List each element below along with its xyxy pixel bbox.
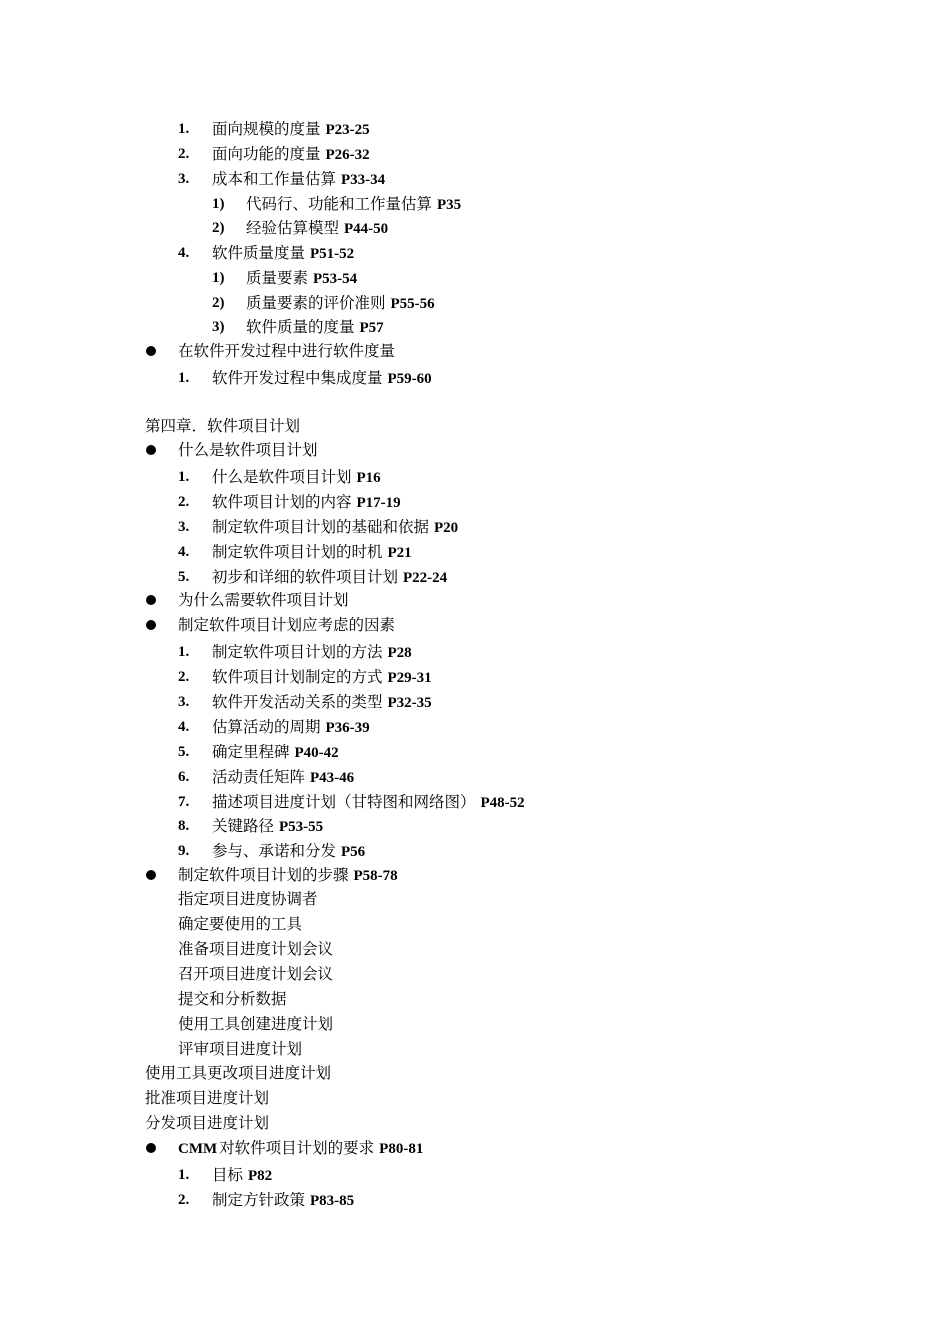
item-text-group xyxy=(178,914,302,934)
item-text: 制定方针政策 xyxy=(212,1191,306,1209)
item-text-group xyxy=(212,667,432,688)
item-text-group xyxy=(178,1138,423,1159)
item-text-group xyxy=(178,1014,333,1034)
item-text: 描述项目进度计划（甘特图和网络图） xyxy=(212,793,476,811)
item-text-group xyxy=(212,1165,272,1186)
item-text-group xyxy=(145,1063,331,1083)
item-text: 面向功能的度量 xyxy=(212,145,321,163)
item-text: 制定软件项目计划的步骤 xyxy=(178,866,349,884)
item-number: 1. xyxy=(178,469,190,485)
item-text-group xyxy=(212,542,412,563)
item-number: 2. xyxy=(178,669,190,685)
item-number: 1. xyxy=(178,644,190,660)
page-ref: P23-25 xyxy=(325,122,370,138)
item-text: 使用工具更改项目进度计划 xyxy=(145,1064,332,1082)
item-number: 2. xyxy=(178,1192,190,1208)
item-text: 指定项目进度协调者 xyxy=(178,890,318,908)
page-ref: P22-24 xyxy=(403,570,448,586)
item-text: 活动责任矩阵 xyxy=(212,768,306,786)
item-text: 第四章．软件项目计划 xyxy=(145,417,301,435)
item-text-group xyxy=(178,590,349,610)
page-ref: P21 xyxy=(387,545,412,561)
item-number: 5. xyxy=(178,569,190,585)
item-text: 软件项目计划的内容 xyxy=(212,493,352,511)
item-number: 6. xyxy=(178,769,190,785)
item-number: 5. xyxy=(178,744,190,760)
item-text: 软件项目计划制定的方式 xyxy=(212,668,383,686)
item-text-group xyxy=(246,194,461,215)
page-ref: P56 xyxy=(341,844,366,860)
page-ref: P16 xyxy=(356,470,381,486)
item-text: 为什么需要软件项目计划 xyxy=(178,591,349,609)
page-ref: P44-50 xyxy=(344,221,389,237)
item-number: 1. xyxy=(178,1167,190,1183)
item-number: 4. xyxy=(178,719,190,735)
item-text-group xyxy=(212,1190,354,1211)
page-ref: P33-34 xyxy=(341,172,386,188)
bullet-icon xyxy=(146,445,156,455)
item-text: 质量要素的评价准则 xyxy=(246,294,386,312)
bullet-icon xyxy=(146,620,156,630)
item-text: 软件质量的度量 xyxy=(246,318,355,336)
item-text: 制定软件项目计划的方法 xyxy=(212,643,383,661)
item-text-group xyxy=(178,964,333,984)
item-text-group xyxy=(212,642,412,663)
item-text-group xyxy=(212,169,385,190)
item-text-group xyxy=(212,742,339,763)
page-ref: P35 xyxy=(437,197,462,213)
item-number: 7. xyxy=(178,794,190,810)
bullet-icon xyxy=(146,346,156,356)
item-number: 4. xyxy=(178,544,190,560)
item-text: 确定里程碑 xyxy=(212,743,290,761)
item-text-group xyxy=(246,218,388,239)
item-text-group xyxy=(178,1039,302,1059)
page-ref: P36-39 xyxy=(325,720,370,736)
item-text: 质量要素 xyxy=(246,269,309,287)
item-text-group xyxy=(145,1088,269,1108)
item-number: 1. xyxy=(178,121,190,137)
item-text: 召开项目进度计划会议 xyxy=(178,965,334,983)
item-text: 制定软件项目计划的基础和依据 xyxy=(212,518,430,536)
page-ref: P26-32 xyxy=(325,147,370,163)
item-text: 代码行、功能和工作量估算 xyxy=(246,195,433,213)
item-text-group xyxy=(212,517,458,538)
page-ref: P32-35 xyxy=(387,695,432,711)
page-ref: P82 xyxy=(248,1168,273,1184)
item-text-group xyxy=(178,341,395,361)
item-text: 什么是软件项目计划 xyxy=(212,468,352,486)
item-text-group xyxy=(178,865,398,886)
item-text: 确定要使用的工具 xyxy=(178,915,303,933)
item-text: 什么是软件项目计划 xyxy=(178,441,318,459)
item-text: 软件开发活动关系的类型 xyxy=(212,693,383,711)
page-ref: P83-85 xyxy=(310,1193,355,1209)
page-ref: P58-78 xyxy=(353,868,398,884)
item-number: 3. xyxy=(178,694,190,710)
item-text: 使用工具创建进度计划 xyxy=(178,1015,334,1033)
page-ref: P40-42 xyxy=(294,745,339,761)
item-text-group xyxy=(212,692,432,713)
item-text-group xyxy=(246,293,435,314)
item-number: 1) xyxy=(212,270,225,286)
item-text-group xyxy=(246,317,384,338)
page-ref: P17-19 xyxy=(356,495,401,511)
item-text: 经验估算模型 xyxy=(246,219,340,237)
page-ref: P29-31 xyxy=(387,670,432,686)
item-text-group xyxy=(178,889,318,909)
item-text-group xyxy=(212,841,365,862)
item-text: 评审项目进度计划 xyxy=(178,1040,303,1058)
item-text-group xyxy=(212,243,354,264)
item-lead: CMM xyxy=(178,1141,218,1157)
item-text: 分发项目进度计划 xyxy=(145,1114,270,1132)
item-text-group xyxy=(212,792,525,813)
item-text: 目标 xyxy=(212,1166,244,1184)
item-text: 制定软件项目计划应考虑的因素 xyxy=(178,616,396,634)
item-number: 9. xyxy=(178,843,190,859)
item-text: 参与、承诺和分发 xyxy=(212,842,337,860)
page-ref: P53-55 xyxy=(279,819,324,835)
item-number: 4. xyxy=(178,245,190,261)
item-text: 提交和分析数据 xyxy=(178,990,287,1008)
item-text: 初步和详细的软件项目计划 xyxy=(212,568,399,586)
bullet-icon xyxy=(146,870,156,880)
item-text-group xyxy=(212,467,381,488)
bullet-icon xyxy=(146,1143,156,1153)
item-text: 批准项目进度计划 xyxy=(145,1089,270,1107)
item-text: 关键路径 xyxy=(212,817,275,835)
item-text-group xyxy=(212,368,432,389)
item-text-group xyxy=(212,567,447,588)
item-text-group xyxy=(212,144,370,165)
item-text: 准备项目进度计划会议 xyxy=(178,940,334,958)
item-text-group xyxy=(178,615,395,635)
item-text: 在软件开发过程中进行软件度量 xyxy=(178,342,396,360)
item-number: 3. xyxy=(178,171,190,187)
item-text-group xyxy=(178,989,287,1009)
item-text: 面向规模的度量 xyxy=(212,120,321,138)
page-ref: P28 xyxy=(387,645,412,661)
item-text-group xyxy=(212,816,323,837)
item-text: 成本和工作量估算 xyxy=(212,170,337,188)
item-text-group xyxy=(145,416,300,436)
item-number: 8. xyxy=(178,818,190,834)
page-ref: P53-54 xyxy=(313,271,358,287)
item-text: 制定软件项目计划的时机 xyxy=(212,543,383,561)
item-number: 2) xyxy=(212,295,225,311)
page-ref: P43-46 xyxy=(310,770,355,786)
page-ref: P59-60 xyxy=(387,371,432,387)
item-number: 1. xyxy=(178,370,190,386)
page-ref: P80-81 xyxy=(379,1141,424,1157)
item-text-group xyxy=(178,440,318,460)
bullet-icon xyxy=(146,595,156,605)
item-text-group xyxy=(246,268,357,289)
item-number: 2) xyxy=(212,220,225,236)
item-text-group xyxy=(178,939,333,959)
page-ref: P20 xyxy=(434,520,459,536)
page-ref: P55-56 xyxy=(390,296,435,312)
item-text: 估算活动的周期 xyxy=(212,718,321,736)
page-ref: P51-52 xyxy=(310,246,355,262)
page-ref: P48-52 xyxy=(480,795,525,811)
item-number: 1) xyxy=(212,196,225,212)
page-ref: P57 xyxy=(359,320,384,336)
item-text-group xyxy=(212,717,370,738)
item-text-group xyxy=(212,492,401,513)
item-number: 2. xyxy=(178,494,190,510)
item-text: 软件质量度量 xyxy=(212,244,306,262)
item-text-group xyxy=(212,767,354,788)
item-number: 3) xyxy=(212,319,225,335)
item-text: 软件开发过程中集成度量 xyxy=(212,369,383,387)
item-text: 对软件项目计划的要求 xyxy=(219,1139,375,1157)
item-number: 2. xyxy=(178,146,190,162)
item-number: 3. xyxy=(178,519,190,535)
item-text-group xyxy=(145,1113,269,1133)
item-text-group xyxy=(212,119,370,140)
